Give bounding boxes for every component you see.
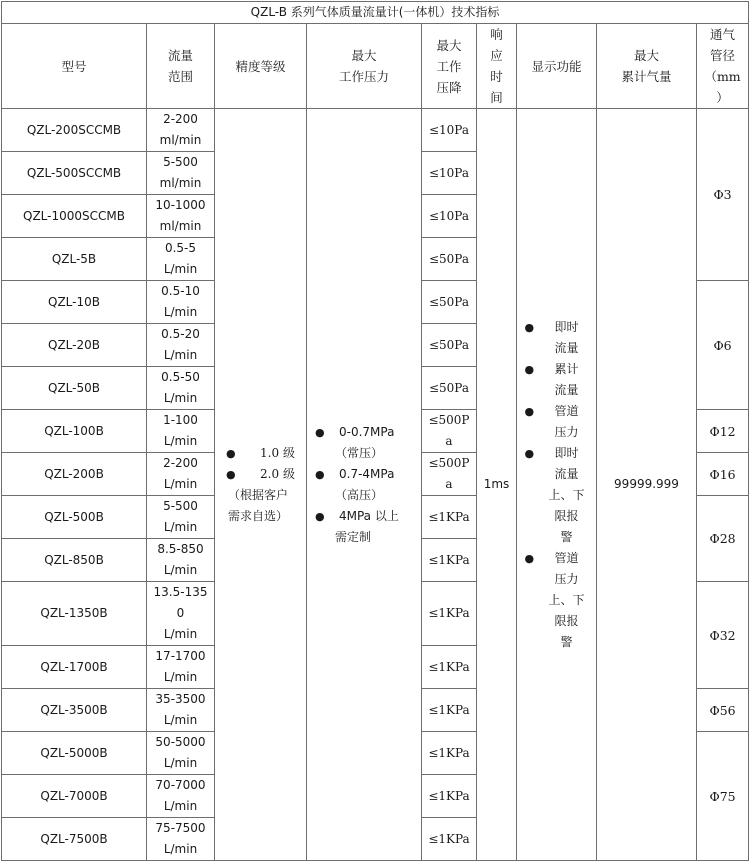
response-time-cell: 1ms xyxy=(477,109,517,861)
display-item: ● 管道 xyxy=(525,548,589,569)
pipe-diameter-cell: Φ28 xyxy=(697,496,749,582)
pipe-diameter-cell: Φ56 xyxy=(697,689,749,732)
display-list xyxy=(525,317,589,653)
model-cell: QZL-500B xyxy=(2,496,147,539)
flow-range-cell: 35-3500 L/min xyxy=(147,689,215,732)
model-cell: QZL-7000B xyxy=(2,775,147,818)
display-item: ● 累计 xyxy=(525,359,589,380)
model-cell: QZL-7500B xyxy=(2,818,147,861)
display-item-line: 警 xyxy=(560,634,573,649)
table-row xyxy=(2,109,749,152)
accuracy-cell xyxy=(215,109,307,861)
flow-range-cell: 5-500 ml/min xyxy=(147,152,215,195)
display-item-line: 流量 xyxy=(554,340,579,355)
pressure-drop-cell: ≤10Pa xyxy=(422,195,477,238)
header-response-time: 响 应 时 间 xyxy=(477,24,517,109)
pipe-diameter-cell: Φ75 xyxy=(697,732,749,861)
pressure-drop-cell: ≤1KPa xyxy=(422,539,477,582)
display-item: ● 即时 xyxy=(525,317,589,338)
flow-range-cell: 2-200 L/min xyxy=(147,453,215,496)
pressure-item: ● 4MPa 以上 xyxy=(315,506,419,527)
flow-range-cell: 5-500 L/min xyxy=(147,496,215,539)
header-max-pressure: 最大 工作压力 xyxy=(307,24,422,109)
display-item-line: 限报 xyxy=(554,613,579,628)
pressure-drop-cell: ≤50Pa xyxy=(422,367,477,410)
bullet-icon: ● xyxy=(524,362,535,376)
flow-range-cell: 2-200 ml/min xyxy=(147,109,215,152)
display-item-line: 警 xyxy=(560,529,573,544)
accuracy-note: （根据客户 xyxy=(228,487,289,502)
bullet-icon: ● xyxy=(315,467,325,481)
flow-range-cell: 0.5-20 L/min xyxy=(147,324,215,367)
header-model: 型号 xyxy=(2,24,147,109)
header-accuracy: 精度等级 xyxy=(215,24,307,109)
pipe-diameter-cell: Φ32 xyxy=(697,582,749,689)
flow-range-cell: 8.5-850 L/min xyxy=(147,539,215,582)
display-item-line: 上、下 xyxy=(548,487,585,502)
pressure-drop-cell: ≤1KPa xyxy=(422,818,477,861)
model-cell: QZL-5000B xyxy=(2,732,147,775)
bullet-icon: ● xyxy=(524,404,535,418)
flow-range-cell: 0.5-5 L/min xyxy=(147,238,215,281)
flow-range-cell: 0.5-50 L/min xyxy=(147,367,215,410)
pipe-diameter-cell: Φ12 xyxy=(697,410,749,453)
display-item-line: 限报 xyxy=(554,508,579,523)
flow-range-cell: 0.5-10 L/min xyxy=(147,281,215,324)
pressure-drop-cell: ≤50Pa xyxy=(422,324,477,367)
display-item-line: 流量 xyxy=(554,382,579,397)
flow-range-cell: 70-7000 L/min xyxy=(147,775,215,818)
pressure-drop-cell: ≤50Pa xyxy=(422,281,477,324)
pressure-drop-cell: ≤1KPa xyxy=(422,496,477,539)
model-cell: QZL-200B xyxy=(2,453,147,496)
display-item-line: 上、下 xyxy=(548,592,585,607)
model-cell: QZL-1000SCCMB xyxy=(2,195,147,238)
header-flow-range: 流量 范围 xyxy=(147,24,215,109)
pressure-drop-cell: ≤50Pa xyxy=(422,238,477,281)
accuracy-list xyxy=(226,443,295,527)
bullet-icon: ● xyxy=(524,446,535,460)
pressure-drop-cell: ≤10Pa xyxy=(422,109,477,152)
pressure-note: （高压） xyxy=(335,487,384,502)
display-functions-cell xyxy=(517,109,597,861)
header-row xyxy=(2,24,749,109)
accuracy-item: ● 1.0 级 xyxy=(226,443,295,464)
pressure-drop-cell: ≤1KPa xyxy=(422,775,477,818)
model-cell: QZL-10B xyxy=(2,281,147,324)
pressure-note: （常压） xyxy=(335,445,384,460)
pressure-drop-cell: ≤10Pa xyxy=(422,152,477,195)
flow-range-cell: 75-7500 L/min xyxy=(147,818,215,861)
model-cell: QZL-20B xyxy=(2,324,147,367)
model-cell: QZL-1700B xyxy=(2,646,147,689)
pressure-drop-cell: ≤1KPa xyxy=(422,689,477,732)
pipe-diameter-cell: Φ6 xyxy=(697,281,749,410)
pressure-drop-cell: ≤1KPa xyxy=(422,732,477,775)
bullet-icon: ● xyxy=(315,425,325,439)
model-cell: QZL-100B xyxy=(2,410,147,453)
pipe-diameter-cell: Φ3 xyxy=(697,109,749,281)
display-item-line: 压力 xyxy=(554,424,579,439)
model-cell: QZL-50B xyxy=(2,367,147,410)
header-max-pressure-drop: 最大 工作 压降 xyxy=(422,24,477,109)
pressure-item: ● 0-0.7MPa xyxy=(315,422,419,443)
model-cell: QZL-500SCCMB xyxy=(2,152,147,195)
model-cell: QZL-850B xyxy=(2,539,147,582)
accuracy-item: ● 2.0 级 xyxy=(226,464,295,485)
header-max-accum: 最大 累计气量 xyxy=(597,24,697,109)
header-display: 显示功能 xyxy=(517,24,597,109)
bullet-icon: ● xyxy=(226,467,236,481)
pressure-drop-cell: ≤1KPa xyxy=(422,582,477,646)
model-cell: QZL-3500B xyxy=(2,689,147,732)
spec-table xyxy=(1,1,749,861)
flow-range-cell: 1-100 L/min xyxy=(147,410,215,453)
pressure-item: ● 0.7-4MPa xyxy=(315,464,419,485)
max-pressure-cell xyxy=(307,109,422,861)
pipe-diameter-cell: Φ16 xyxy=(697,453,749,496)
model-cell: QZL-200SCCMB xyxy=(2,109,147,152)
flow-range-cell: 10-1000 ml/min xyxy=(147,195,215,238)
flow-range-cell: 13.5-135 0 L/min xyxy=(147,582,215,646)
max-accum-cell: 99999.999 xyxy=(597,109,697,861)
display-item: ● 即时 xyxy=(525,443,589,464)
bullet-icon: ● xyxy=(524,551,535,565)
model-cell: QZL-1350B xyxy=(2,582,147,646)
pressure-drop-cell: ≤500P a xyxy=(422,453,477,496)
display-item: ● 管道 xyxy=(525,401,589,422)
pressure-drop-cell: ≤500P a xyxy=(422,410,477,453)
model-cell: QZL-5B xyxy=(2,238,147,281)
display-item-line: 压力 xyxy=(554,571,579,586)
pressure-drop-cell: ≤1KPa xyxy=(422,646,477,689)
bullet-icon: ● xyxy=(315,509,325,523)
bullet-icon: ● xyxy=(524,320,535,334)
flow-range-cell: 17-1700 L/min xyxy=(147,646,215,689)
accuracy-note: 需求自选） xyxy=(228,508,289,523)
header-pipe-diameter: 通气 管径 （mm ） xyxy=(697,24,749,109)
bullet-icon: ● xyxy=(226,446,236,460)
display-item-line: 流量 xyxy=(554,466,579,481)
table-title: QZL-B 系列气体质量流量计(一体机）技术指标 xyxy=(2,2,749,24)
pressure-note: 需定制 xyxy=(335,529,372,544)
flow-range-cell: 50-5000 L/min xyxy=(147,732,215,775)
